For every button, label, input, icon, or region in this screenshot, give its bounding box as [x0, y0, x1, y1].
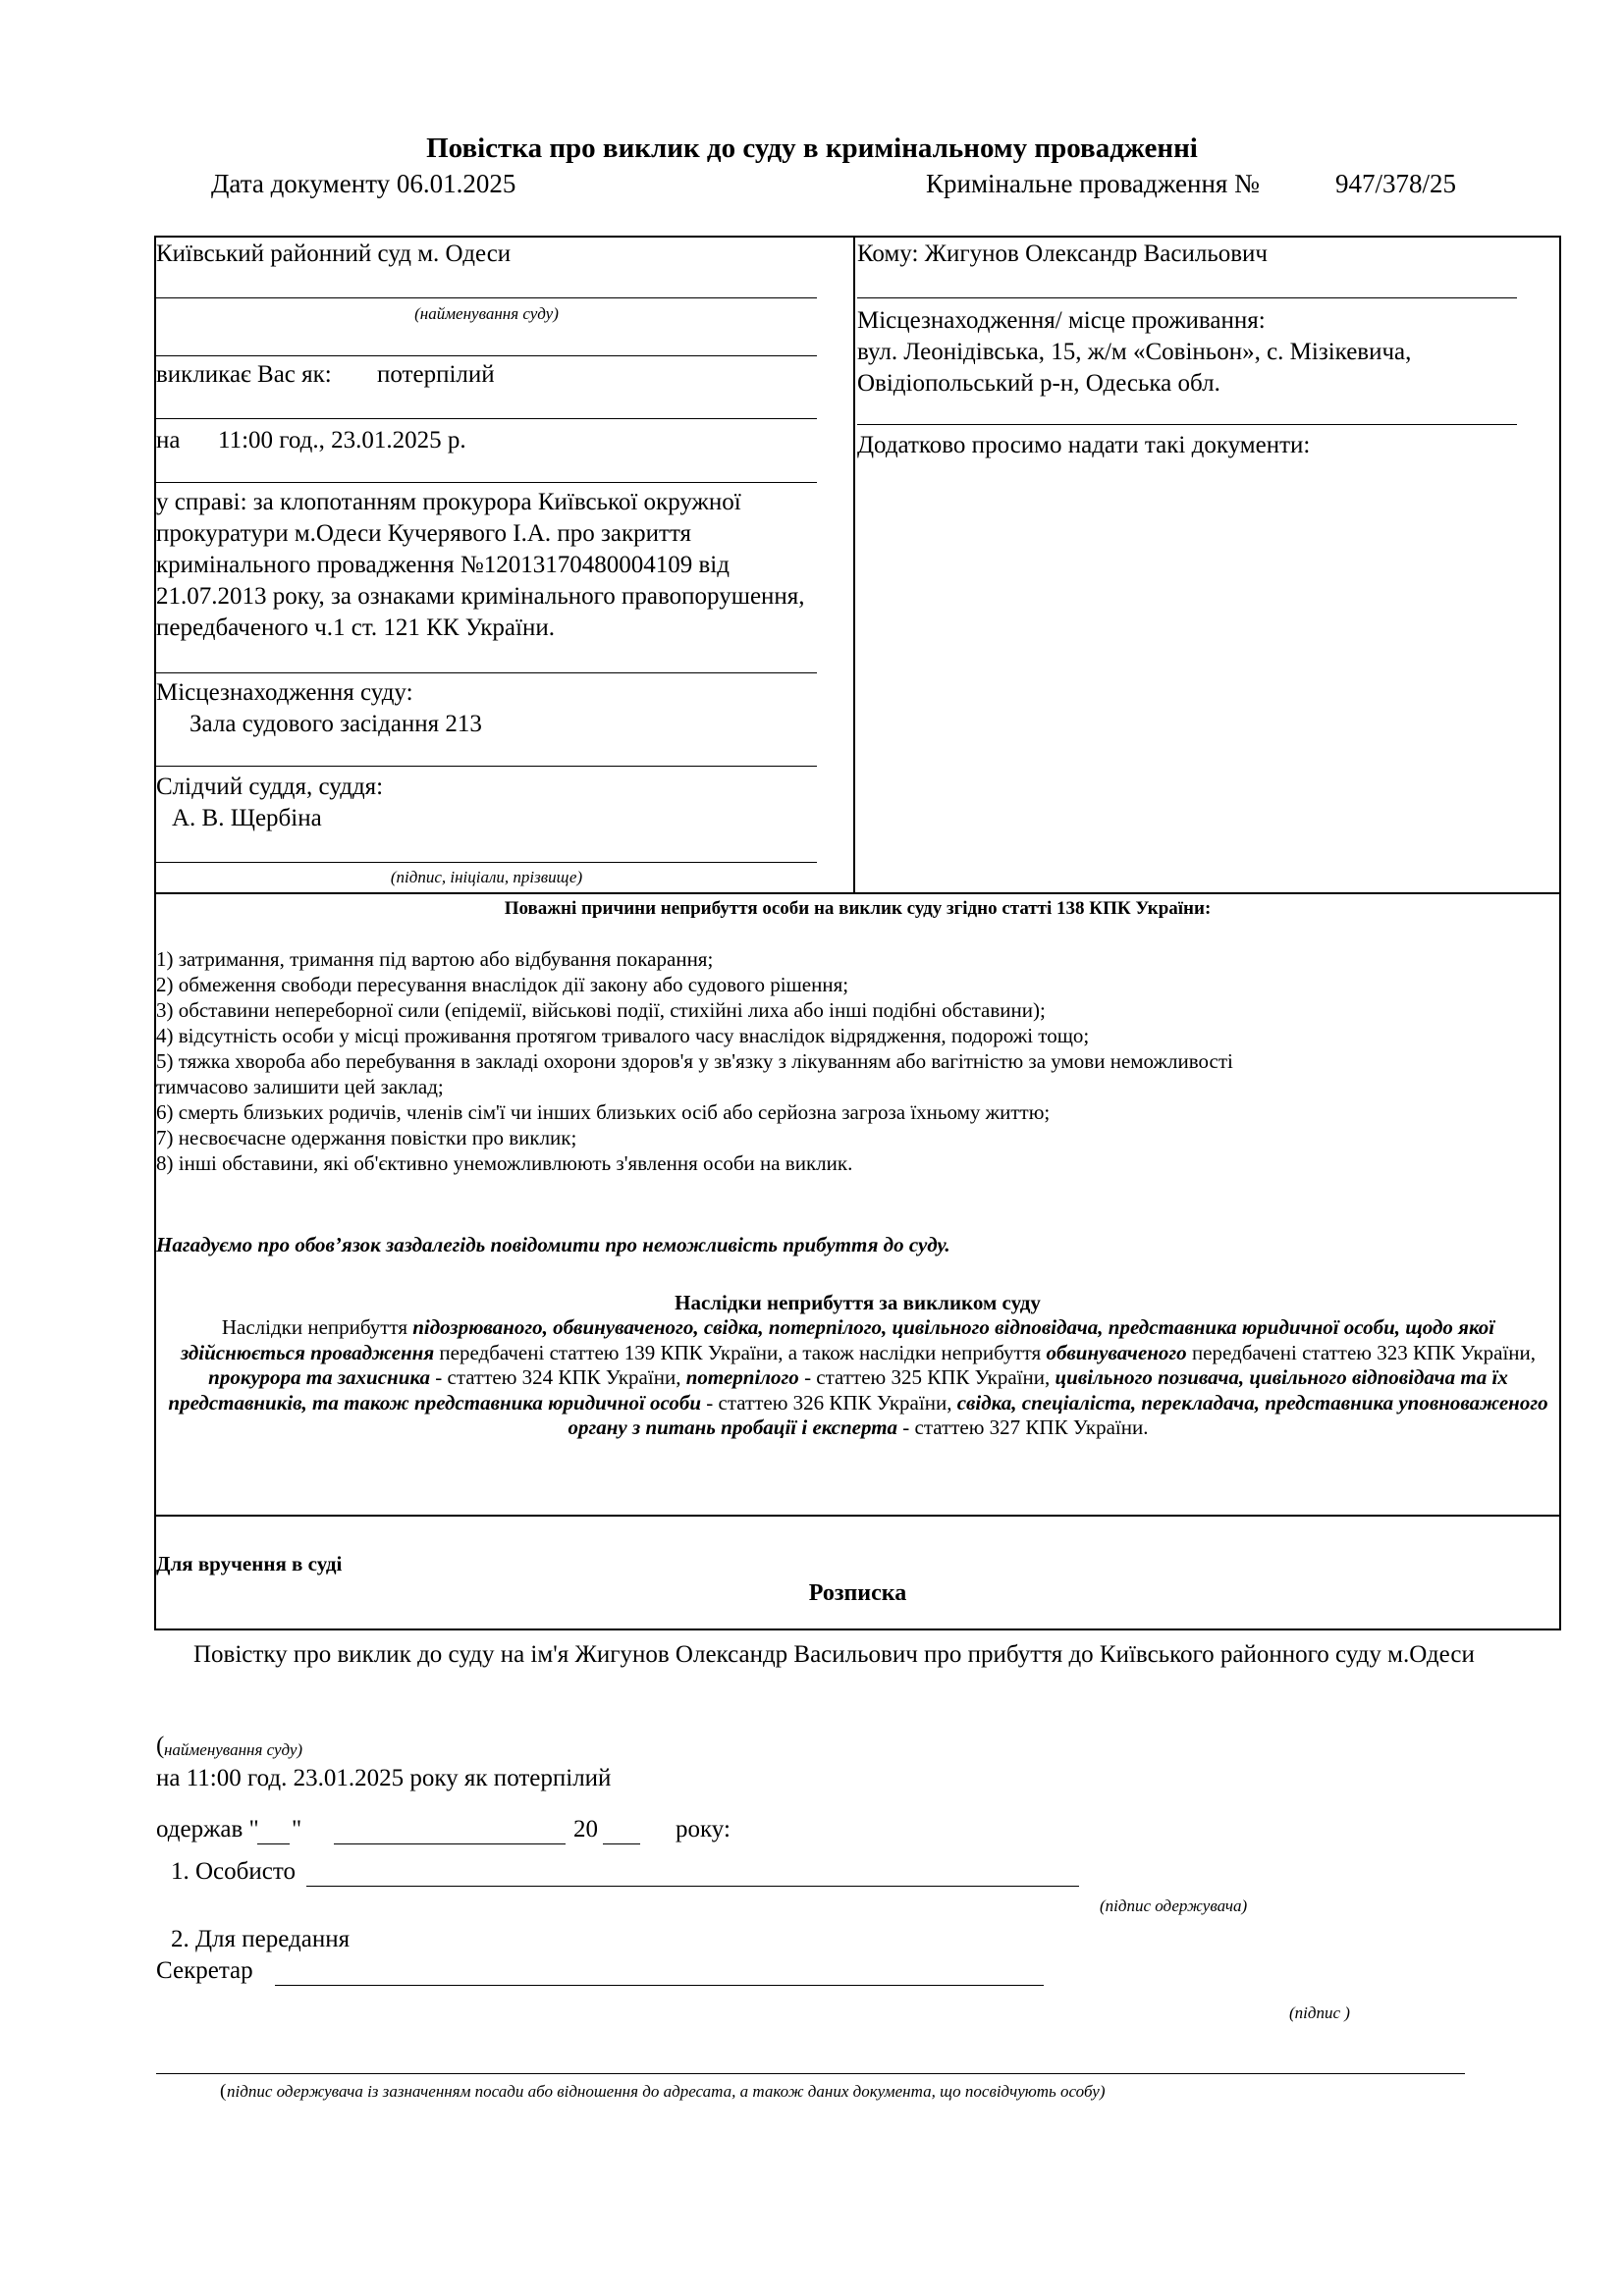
personally-label: 1. Особисто: [171, 1858, 296, 1885]
received-year-field[interactable]: [603, 1816, 640, 1844]
reminder: Нагадуємо про обов’язок заздалегідь повідомити про неможливість прибуття до суду.: [156, 1233, 950, 1256]
court-name-caption: (найменування суду): [414, 304, 559, 323]
reason-item: 2) обмеження свободи пересування внаслідок дії закону або судового рішення;: [156, 973, 849, 996]
signature-caption: (підпис ): [1289, 2003, 1350, 2022]
rule: [156, 418, 817, 419]
hearing-prefix: на: [156, 427, 181, 454]
received-year-prefix: 20: [573, 1816, 598, 1842]
reason-item: 7) несвоєчасне одержання повістки про виклик;: [156, 1126, 577, 1149]
recipient-final-signature-field[interactable]: [156, 2046, 1465, 2074]
personally-signature-field[interactable]: [306, 1858, 1079, 1887]
bottom-caption-paren: (: [220, 2081, 227, 2102]
section-divider-1: [154, 892, 1561, 894]
address-label: Місцезнаходження/ місце проживання:: [857, 307, 1266, 334]
reason-item: тимчасово залишити цей заклад;: [156, 1075, 444, 1098]
hearing-time: 11:00 год., 23.01.2025 р.: [218, 427, 466, 454]
address-line-1: вул. Леонідівська, 15, ж/м «Совіньон», с. Мізікевича,: [857, 339, 1412, 365]
court-name: Київський районний суд м. Одеси: [156, 240, 512, 267]
documents-request: Додатково просимо надати такі документи:: [857, 432, 1311, 458]
reason-item: 1) затримання, тримання під вартою або відбування покарання;: [156, 947, 714, 971]
summon-role: потерпілий: [377, 361, 495, 388]
recipient: Кому: Жигунов Олександр Васильович: [857, 240, 1268, 267]
transfer-label: 2. Для передання: [171, 1926, 351, 1952]
reasons-heading: Поважні причини неприбуття особи на виклик суду згідно статті 138 КПК України:: [504, 898, 1212, 919]
received-prefix: одержав ": [156, 1816, 259, 1842]
document-title: Повістка про виклик до суду в кримінальному провадженні: [426, 133, 1198, 164]
case-label: Кримінальне провадження №: [926, 169, 1260, 198]
column-divider: [853, 236, 855, 893]
received-day-field[interactable]: [257, 1816, 290, 1844]
secretary-signature-field[interactable]: [275, 1957, 1044, 1986]
judge-caption: (підпис, ініціали, прізвище): [390, 868, 583, 886]
rule: [857, 424, 1517, 425]
reason-item: 5) тяжка хвороба або перебування в закладі охорони здоров'я у зв'язку з лікуванням або вагітністю за умови неможливості: [156, 1049, 1233, 1073]
court-location-value: Зала судового засідання 213: [189, 711, 482, 737]
address-line-2: Овідіопольський р-н, Одеська обл.: [857, 370, 1220, 397]
section-divider-2: [154, 1515, 1561, 1517]
rule: [156, 766, 817, 767]
rule: [156, 297, 817, 298]
court-location-label: Місцезнаходження суду:: [156, 679, 413, 706]
case-description: у справі: за клопотанням прокурора Київської окружної прокуратури м.Одеси Кучерявого І.А. про закриття кримінального провадження №12013170480004109 від 21.07.2013 року, за ознаками кримінального правопорушення, передбаченого ч.1 ст. 121 КК України.: [156, 489, 805, 641]
reason-item: 4) відсутність особи у місці проживання протягом тривалого часу внаслідок відрядження, подорожі тощо;: [156, 1024, 1090, 1047]
consequences-text: Наслідки неприбуття підозрюваного, обвинуваченого, свідка, потерпілого, цивільного відповідача, представника юридичної особи, щодо якої здійснюється провадження передбачені статтею 139 КПК України, а також наслідки неприбуття обвинуваченого передбачені статтею 323 КПК України, прокурора та захисника - статтею 324 КПК України, потерпілого - статтею 325 КПК України, цивільного позивача, цивільного відповідача та їх представників, та також представника юридичної особи - статтею 326 КПК України, свідка, спеціаліста, перекладача, представника уповноваженого органу з питань пробації і експерта - статтею 327 КПК України.: [168, 1315, 1548, 1439]
received-mid: ": [292, 1816, 302, 1842]
rule: [156, 482, 817, 483]
consequences-heading: Наслідки неприбуття за викликом суду: [675, 1291, 1041, 1314]
for-court-delivery: Для вручення в суді: [156, 1552, 343, 1575]
case-number: 947/378/25: [1335, 169, 1457, 198]
reasons-list: [156, 946, 1550, 1176]
receipt-when: на 11:00 год. 23.01.2025 року як потерпілий: [156, 1765, 612, 1791]
receipt-heading: Розписка: [808, 1580, 907, 1606]
receipt-court-caption: найменування суду): [164, 1740, 303, 1759]
receipt-text: Повістку про виклик до суду на ім'я Жигунов Олександр Васильович про прибуття до Київського районного суду м.Одеси: [193, 1641, 1475, 1668]
judge-name: А. В. Щербіна: [172, 805, 322, 831]
received-suffix: року:: [676, 1816, 731, 1842]
rule: [156, 355, 817, 356]
received-month-field[interactable]: [334, 1816, 566, 1844]
receipt-caption-paren: (: [156, 1733, 165, 1759]
document-date: Дата документу 06.01.2025: [211, 169, 516, 198]
judge-label: Слідчий суддя, суддя:: [156, 774, 384, 800]
summon-label: викликає Вас як:: [156, 361, 332, 388]
rule: [156, 862, 817, 863]
recipient-signature-caption: (підпис одержувача): [1100, 1896, 1248, 1915]
reason-item: 6) смерть близьких родичів, членів сім'ї чи інших близьких осіб або серйозна загроза їхньому життю;: [156, 1100, 1051, 1124]
reason-item: 3) обставини непереборної сили (епідемії, військові події, стихійні лиха або інші подібні обставини);: [156, 998, 1046, 1022]
secretary-label: Секретар: [156, 1957, 253, 1984]
bottom-signature-caption: підпис одержувача із зазначенням посади або відношення до адресата, а також даних документа, що посвідчують особу): [227, 2082, 1106, 2101]
rule: [857, 297, 1517, 298]
rule: [156, 672, 817, 673]
reason-item: 8) інші обставини, які об'єктивно унеможливлюють з'явлення особи на виклик.: [156, 1151, 853, 1175]
